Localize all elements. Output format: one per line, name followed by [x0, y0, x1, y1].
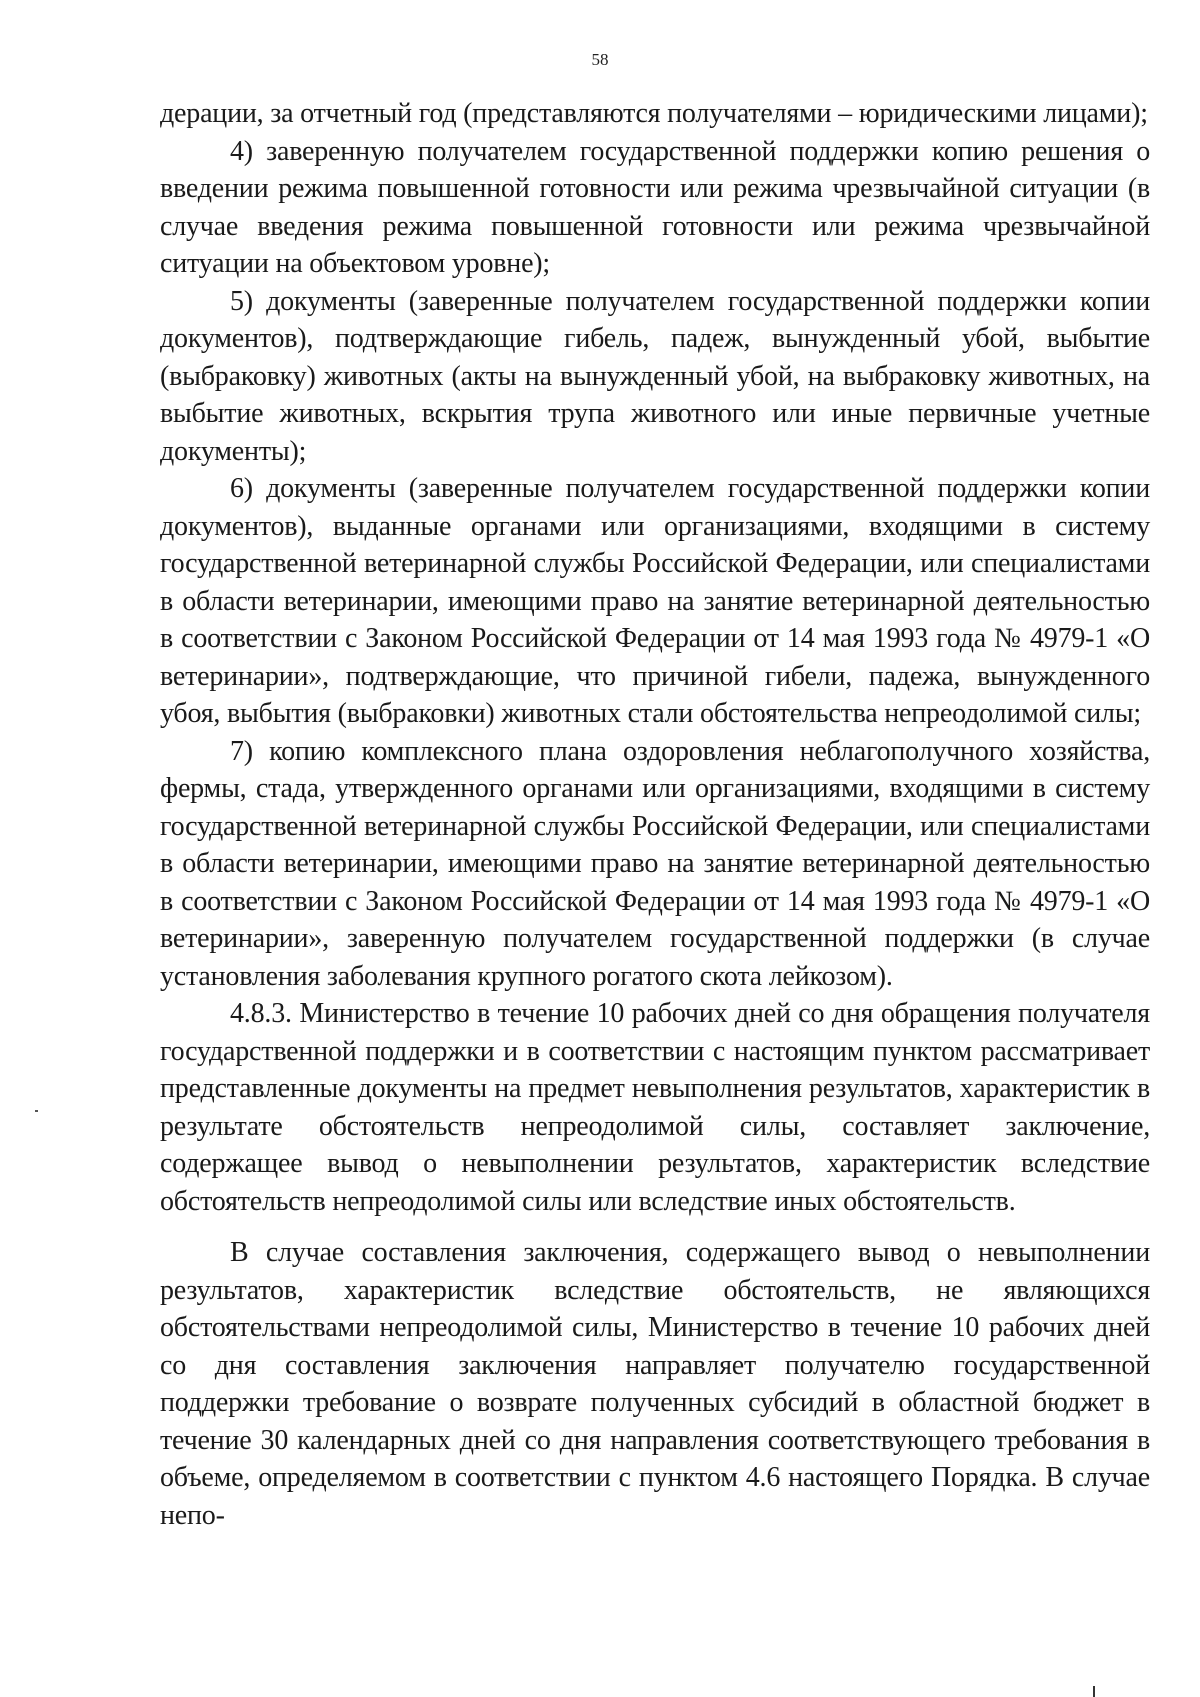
scan-speck [35, 1110, 38, 1112]
scan-edge-mark [1093, 1686, 1095, 1697]
paragraph-case: В случае составления заключения, содержащего вывод о невыполнении результатов, характеристик вследствие обстоятельств, не являющихся обстоятельствами непреодолимой силы, Министерство в течение 10 рабочих дней со дня составления заключения направляет получателю государственной поддержки требование о возврате полученных субсидий в областной бюджет в течение 30 календарных дней со дня направления соответствующего требования в объеме, определяемом в соответствии с пунктом 4.6 настоящего Порядка. В случае непо- [160, 1237, 1150, 1531]
paragraph-4-8-3: 4.8.3. Министерство в течение 10 рабочих дней со дня обращения получателя государственной поддержки и в соответствии с настоящим пунктом рассматривает представленные документы на предмет невыполнения результатов, характеристик в результате обстоятельств непреодолимой силы, составляет заключение, содержащее вывод о невыполнении результатов, характеристик вследствие обстоятельств непреодолимой силы или вследствие иных обстоятельств. [160, 998, 1150, 1217]
paragraph-item-6: 6) документы (заверенные получателем государственной поддержки копии документов), выданные органами или организациями, входящими в систему государственной ветеринарной службы Российской Федерации, или специалистами в области ветеринарии, имеющими право на занятие ветеринарной деятельностью в соответствии с Законом Российской Федерации от 14 мая 1993 года № 4979-1 «О ветеринарии», подтверждающие, что причиной гибели, падежа, вынужденного убоя, выбытия (выбраковки) животных стали обстоятельства непреодолимой силы; [160, 473, 1150, 729]
paragraph-item-5: 5) документы (заверенные получателем государственной поддержки копии документов), подтверждающие гибель, падеж, вынужденный убой, выбытие (выбраковку) животных (акты на вынужденный убой, на выбраковку животных, на выбытие животных, вскрытия трупа животного или иные первичные учетные документы); [160, 285, 1150, 467]
document-body [160, 95, 1150, 1534]
paragraph-item-7: 7) копию комплексного плана оздоровления неблагополучного хозяйства, фермы, стада, утвержденного органами или организациями, входящими в систему государственной ветеринарной службы Российской Федерации, или специалистами в области ветеринарии, имеющими право на занятие ветеринарной деятельностью в соответствии с Законом Российской Федерации от 14 мая 1993 года № 4979-1 «О ветеринарии», заверенную получателем государственной поддержки (в случае установления заболевания крупного рогатого скота лейкозом). [160, 735, 1150, 992]
paragraph-continuation: дерации, за отчетный год (представляются получателями – юридическими лицами); [160, 98, 1148, 129]
paragraph-item-4: 4) заверенную получателем государственной поддержки копию решения о введении режима повышенной готовности или режима чрезвычайной ситуации (в случае введения режима повышенной готовности или режима чрезвычайной ситуации на объектовом уровне); [160, 135, 1150, 279]
page-number: 58 [591, 50, 609, 69]
